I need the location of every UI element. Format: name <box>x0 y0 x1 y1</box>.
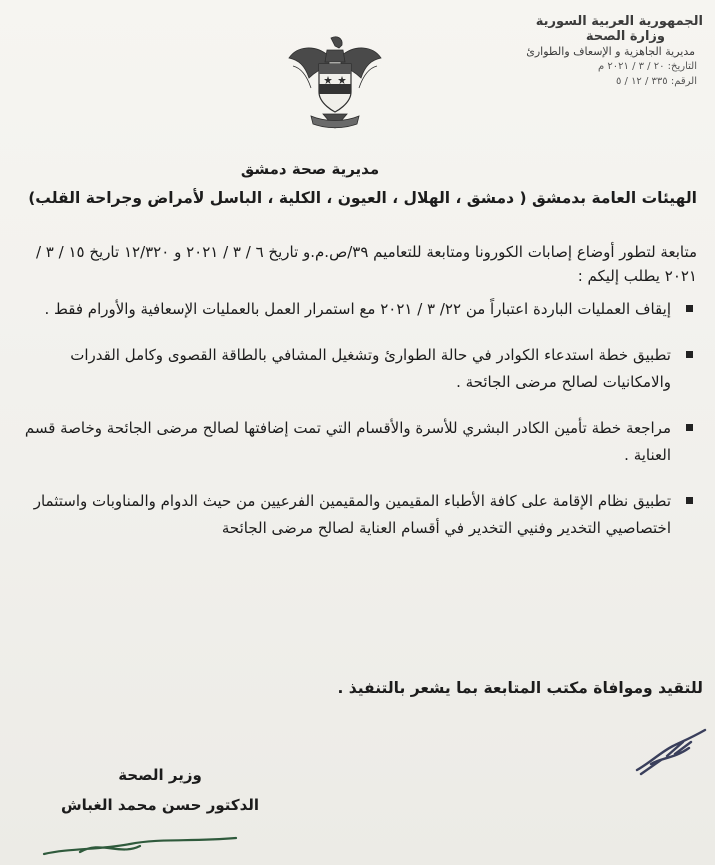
bullet-icon <box>686 497 693 504</box>
bullet-icon <box>686 424 693 431</box>
recipients-line: الهيئات العامة بدمشق ( دمشق ، الهلال ، العيون ، الكلية ، الباسل لأمراض وجراحة القلب) <box>28 189 697 207</box>
intro-paragraph: متابعة لتطور أوضاع إصابات الكورونا ومتابعة للتعاميم ٣٩/ص.م.و تاريخ ٦ / ٣ / ٢٠٢١ و ١٢/٣٢٠ تاريخ ١٥ / ٣ / ٢٠٢١ يطلب إليكم : <box>35 243 697 285</box>
closing-line: للتقيد وموافاة مكتب المتابعة بما يشعر بالتنفيذ . <box>337 679 703 697</box>
bullet-icon <box>686 351 693 358</box>
ministry-name: وزارة الصحة <box>585 29 665 44</box>
date-line: التاريخ: ٢٠ / ٣ / ٢٠٢١ م <box>598 61 697 72</box>
country-name: الجمهورية العربية السورية <box>535 14 703 29</box>
signature-scrawl-icon <box>40 830 240 860</box>
bullet-icon <box>686 305 693 312</box>
handwritten-signature-icon <box>631 712 711 782</box>
signature-block <box>40 760 280 820</box>
list-item: مراجعة خطة تأمين الكادر البشري للأسرة والأقسام التي تمت إضافتها لصالح مرضى الجائحة وخاصة قسم العناية . <box>8 415 697 469</box>
signer-title: وزير الصحة <box>118 766 202 784</box>
letterhead <box>453 14 703 89</box>
list-item: تطبيق نظام الإقامة على كافة الأطباء المقيمين والمقيمين الفرعيين من حيث الدوام والمناوبات واستثمار اختصاصيي التخدير وفنيي التخدير في أقسام العناية لصالح مرضى الجائحة <box>8 488 697 542</box>
signer-name: الدكتور حسن محمد الغباش <box>60 796 260 814</box>
letter-body <box>8 240 697 561</box>
reference-number: الرقم: ٣٣٥ / ١٢ / ٥ <box>615 76 697 87</box>
department-name: مديرية الجاهزية و الإسعاف والطوارئ <box>526 45 695 58</box>
directorate-title: مديرية صحة دمشق <box>240 160 380 178</box>
eagle-emblem-icon <box>285 32 385 132</box>
instruction-list <box>8 296 697 542</box>
list-item: إيقاف العمليات الباردة اعتباراً من ٢٢/ ٣ / ٢٠٢١ مع استمرار العمل بالعمليات الإسعافية والأورام فقط . <box>8 296 697 323</box>
list-item: تطبيق خطة استدعاء الكوادر في حالة الطوارئ وتشغيل المشافي بالطاقة القصوى وكامل القدرات والامكانيات لصالح مرضى الجائحة . <box>8 342 697 396</box>
